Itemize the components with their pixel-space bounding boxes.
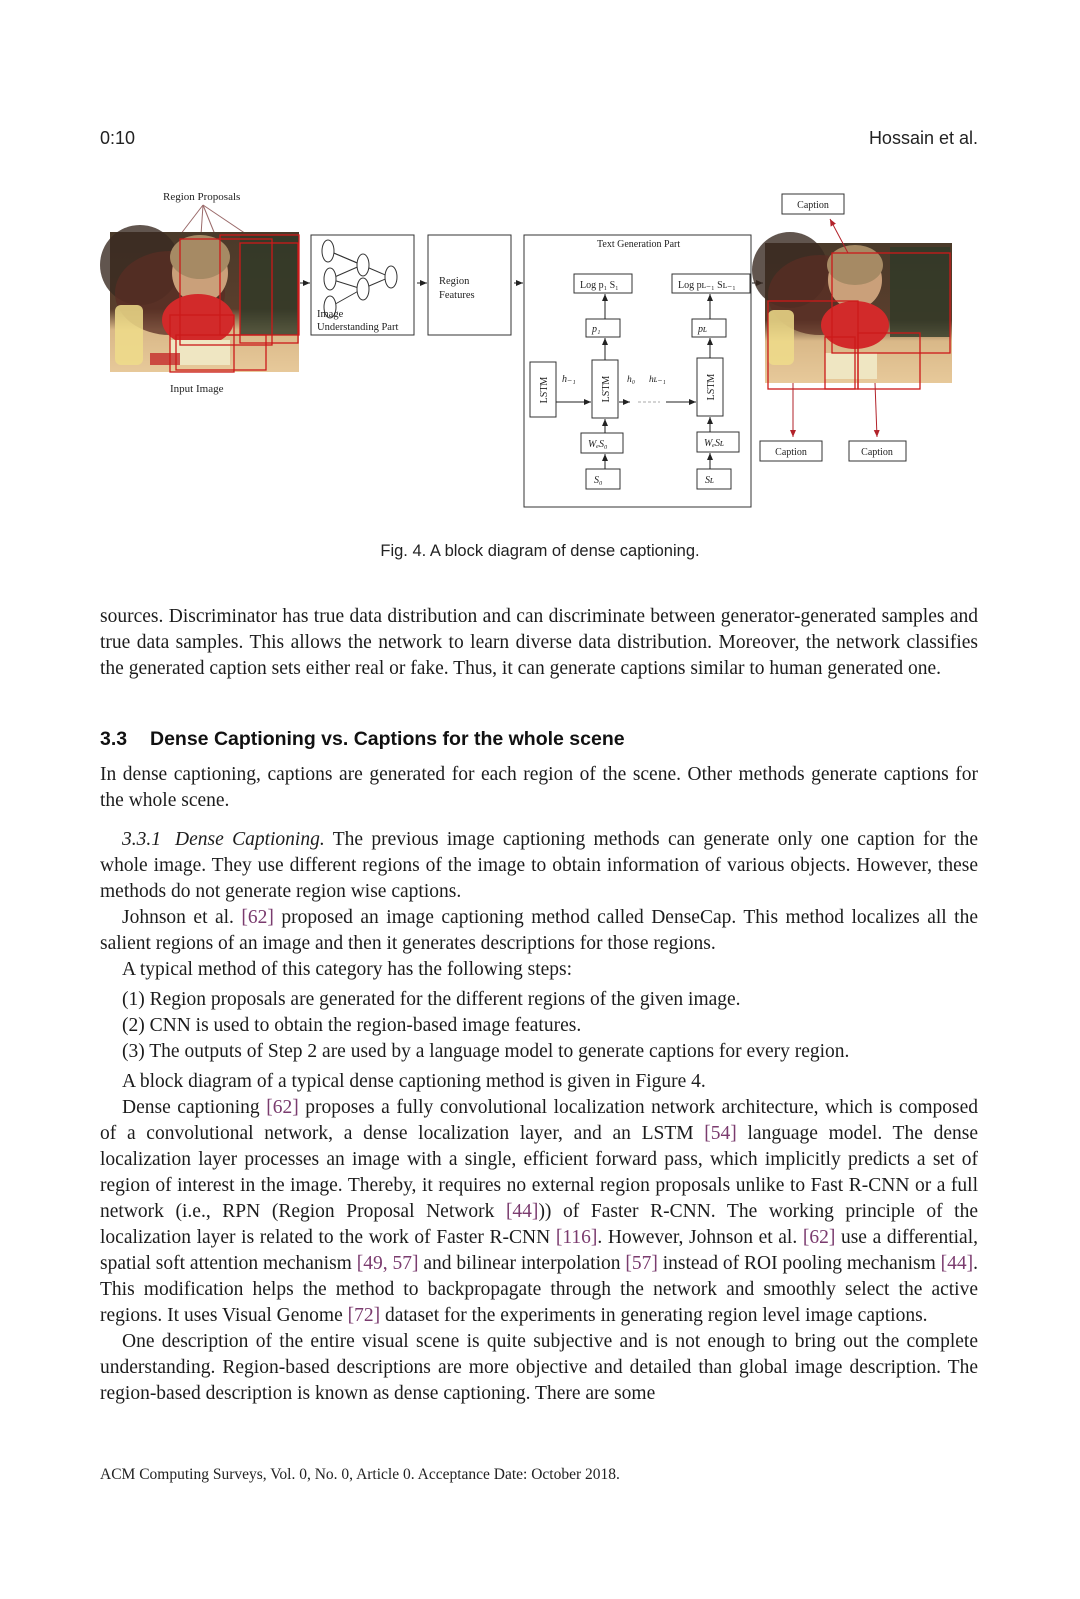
svg-text:LSTM: LSTM <box>706 373 717 401</box>
list-item: (1) Region proposals are generated for the different regions of the given image. <box>122 989 741 1010</box>
svg-text:pʟ: pʟ <box>698 324 707 335</box>
list-item: (3) The outputs of Step 2 are used by a language model to generate captions for every region. <box>122 1041 850 1062</box>
running-head <box>100 128 978 152</box>
svg-text:h₋₁: h₋₁ <box>562 374 576 385</box>
svg-text:Caption: Caption <box>797 200 829 211</box>
text-generation-box <box>524 235 751 507</box>
svg-text:WₑSʟ: WₑSʟ <box>704 438 724 449</box>
input-image-label: Input Image <box>170 383 224 395</box>
section-heading-3-3 <box>100 728 625 751</box>
svg-text:Text Generation Part: Text Generation Part <box>597 239 681 250</box>
caption-box-bottom-right <box>849 383 906 461</box>
subsection-3-3-1 <box>100 827 978 1407</box>
citation-link[interactable]: [62] <box>241 907 274 928</box>
subsection-number: 3.3.1 <box>122 829 161 850</box>
page-footer: ACM Computing Surveys, Vol. 0, No. 0, Article 0. Acceptance Date: October 2018. <box>100 1466 620 1483</box>
page-number: 0:10 <box>100 128 136 148</box>
paragraph-text: In dense captioning, captions are generated for each region of the scene. Other methods generate captions for the whole scene. <box>100 764 978 811</box>
steps-list <box>122 987 978 1065</box>
log-pL-label: Log pʟ₋₁ Sʟ₋₁ <box>678 280 736 291</box>
svg-text:LSTM: LSTM <box>601 375 612 403</box>
region-features-box <box>428 235 511 335</box>
citation-link[interactable]: [57] <box>625 1253 658 1274</box>
paragraph-region-descriptions: One description of the entire visual scene is quite subjective and is not enough to bring out the complete understanding. Region-based descriptions are more objective and detailed than global image description. The region-based description is known as dense captioning. There are some <box>100 1331 978 1404</box>
running-authors: Hossain et al. <box>868 128 978 148</box>
svg-text:WₑS₀: WₑS₀ <box>588 439 608 450</box>
paragraph-subsection: 3.3.1 Dense Captioning. The previous image captioning methods can generate only one caption for the whole image. They use different regions of the image to obtain information of various objects. However, these methods do not generate region wise captions. <box>100 829 978 902</box>
image-understanding-box <box>311 235 414 335</box>
log-p1-label: Log p₁ S₁ <box>580 280 619 291</box>
output-image <box>752 232 952 389</box>
svg-text:Image: Image <box>317 309 344 320</box>
svg-text:Region Proposals: Region Proposals <box>163 191 241 203</box>
svg-text:Understanding Part: Understanding Part <box>317 322 399 333</box>
citation-link[interactable]: [54] <box>704 1123 737 1144</box>
figure-caption: Fig. 4. A block diagram of dense captioning. <box>380 542 700 560</box>
citation-link[interactable]: [44] <box>940 1253 974 1274</box>
citation-link[interactable]: [62] <box>266 1097 299 1118</box>
section-number: 3.3 <box>100 728 128 750</box>
svg-text:hʟ₋₁: hʟ₋₁ <box>649 375 666 385</box>
input-image <box>100 225 299 372</box>
subsection-title: Dense Captioning. <box>175 829 325 850</box>
citation-link[interactable]: [116] <box>555 1227 598 1248</box>
paragraph-densecap-details: Dense captioning [62] proposes a fully convolutional localization network architecture, which is composed of a convolutional network, a dense localization layer, and an LSTM [54] language model. The dense localization layer processes an image with a single, efficient forward pass, which implicitly predicts a set of region of interest in the image. Thereby, it requires no external region proposals unlike to Fast R-CNN or a full network (i.e., RPN (Region Proposal Network [44])) of Faster R-CNN. The working principle of the localization layer is related to the work of Faster R-CNN [116]. However, Johnson et al. [62] use a differential, spatial soft attention mechanism [49, 57] and bilinear interpolation [57] instead of ROI pooling mechanism [44]. This modification helps the method to backpropagate through the network and smoothly select the active regions. It uses Visual Genome [72] dataset for the experiments in generating region level image captions. <box>100 1097 979 1326</box>
figure-dense-captioning <box>100 185 980 525</box>
citation-link[interactable]: [72] <box>347 1305 381 1326</box>
paragraph-continuation <box>100 604 978 682</box>
section-title: Dense Captioning vs. Captions for the whole scene <box>150 728 625 750</box>
svg-text:Caption: Caption <box>861 447 893 458</box>
paragraph-text: sources. Discriminator has true data distribution and can discriminate between generator-generated samples and true data samples. This allows the network to learn diverse data distribution. Moreover, the network classifies the generated caption sets either real or fake. Thus, it can generate captions similar to human generated one. <box>100 606 978 679</box>
svg-text:h₀: h₀ <box>627 375 636 385</box>
list-item: (2) CNN is used to obtain the region-based image features. <box>122 1015 582 1036</box>
block-diagram <box>100 185 980 525</box>
paragraph-densecap: Johnson et al. [62] proposed an image captioning method called DenseCap. This method localizes all the salient regions of an image and then it generates descriptions for those regions. <box>100 907 978 954</box>
svg-text:Caption: Caption <box>775 447 807 458</box>
citation-link[interactable]: [62] <box>802 1227 836 1248</box>
svg-text:p₁: p₁ <box>592 324 601 335</box>
svg-text:Sʟ: Sʟ <box>705 475 714 486</box>
citation-link[interactable]: [49, 57] <box>356 1253 419 1274</box>
svg-text:S₀: S₀ <box>594 475 603 486</box>
svg-text:LSTM: LSTM <box>539 376 550 404</box>
svg-text:Features: Features <box>439 290 475 301</box>
paragraph-figure-ref: A block diagram of a typical dense captioning method is given in Figure 4. <box>122 1071 706 1092</box>
caption-box-bottom-left <box>760 383 822 461</box>
svg-text:Region: Region <box>439 276 470 287</box>
paragraph-steps-intro: A typical method of this category has the following steps: <box>122 959 573 980</box>
section-intro <box>100 762 978 814</box>
citation-link[interactable]: [44] <box>505 1201 539 1222</box>
